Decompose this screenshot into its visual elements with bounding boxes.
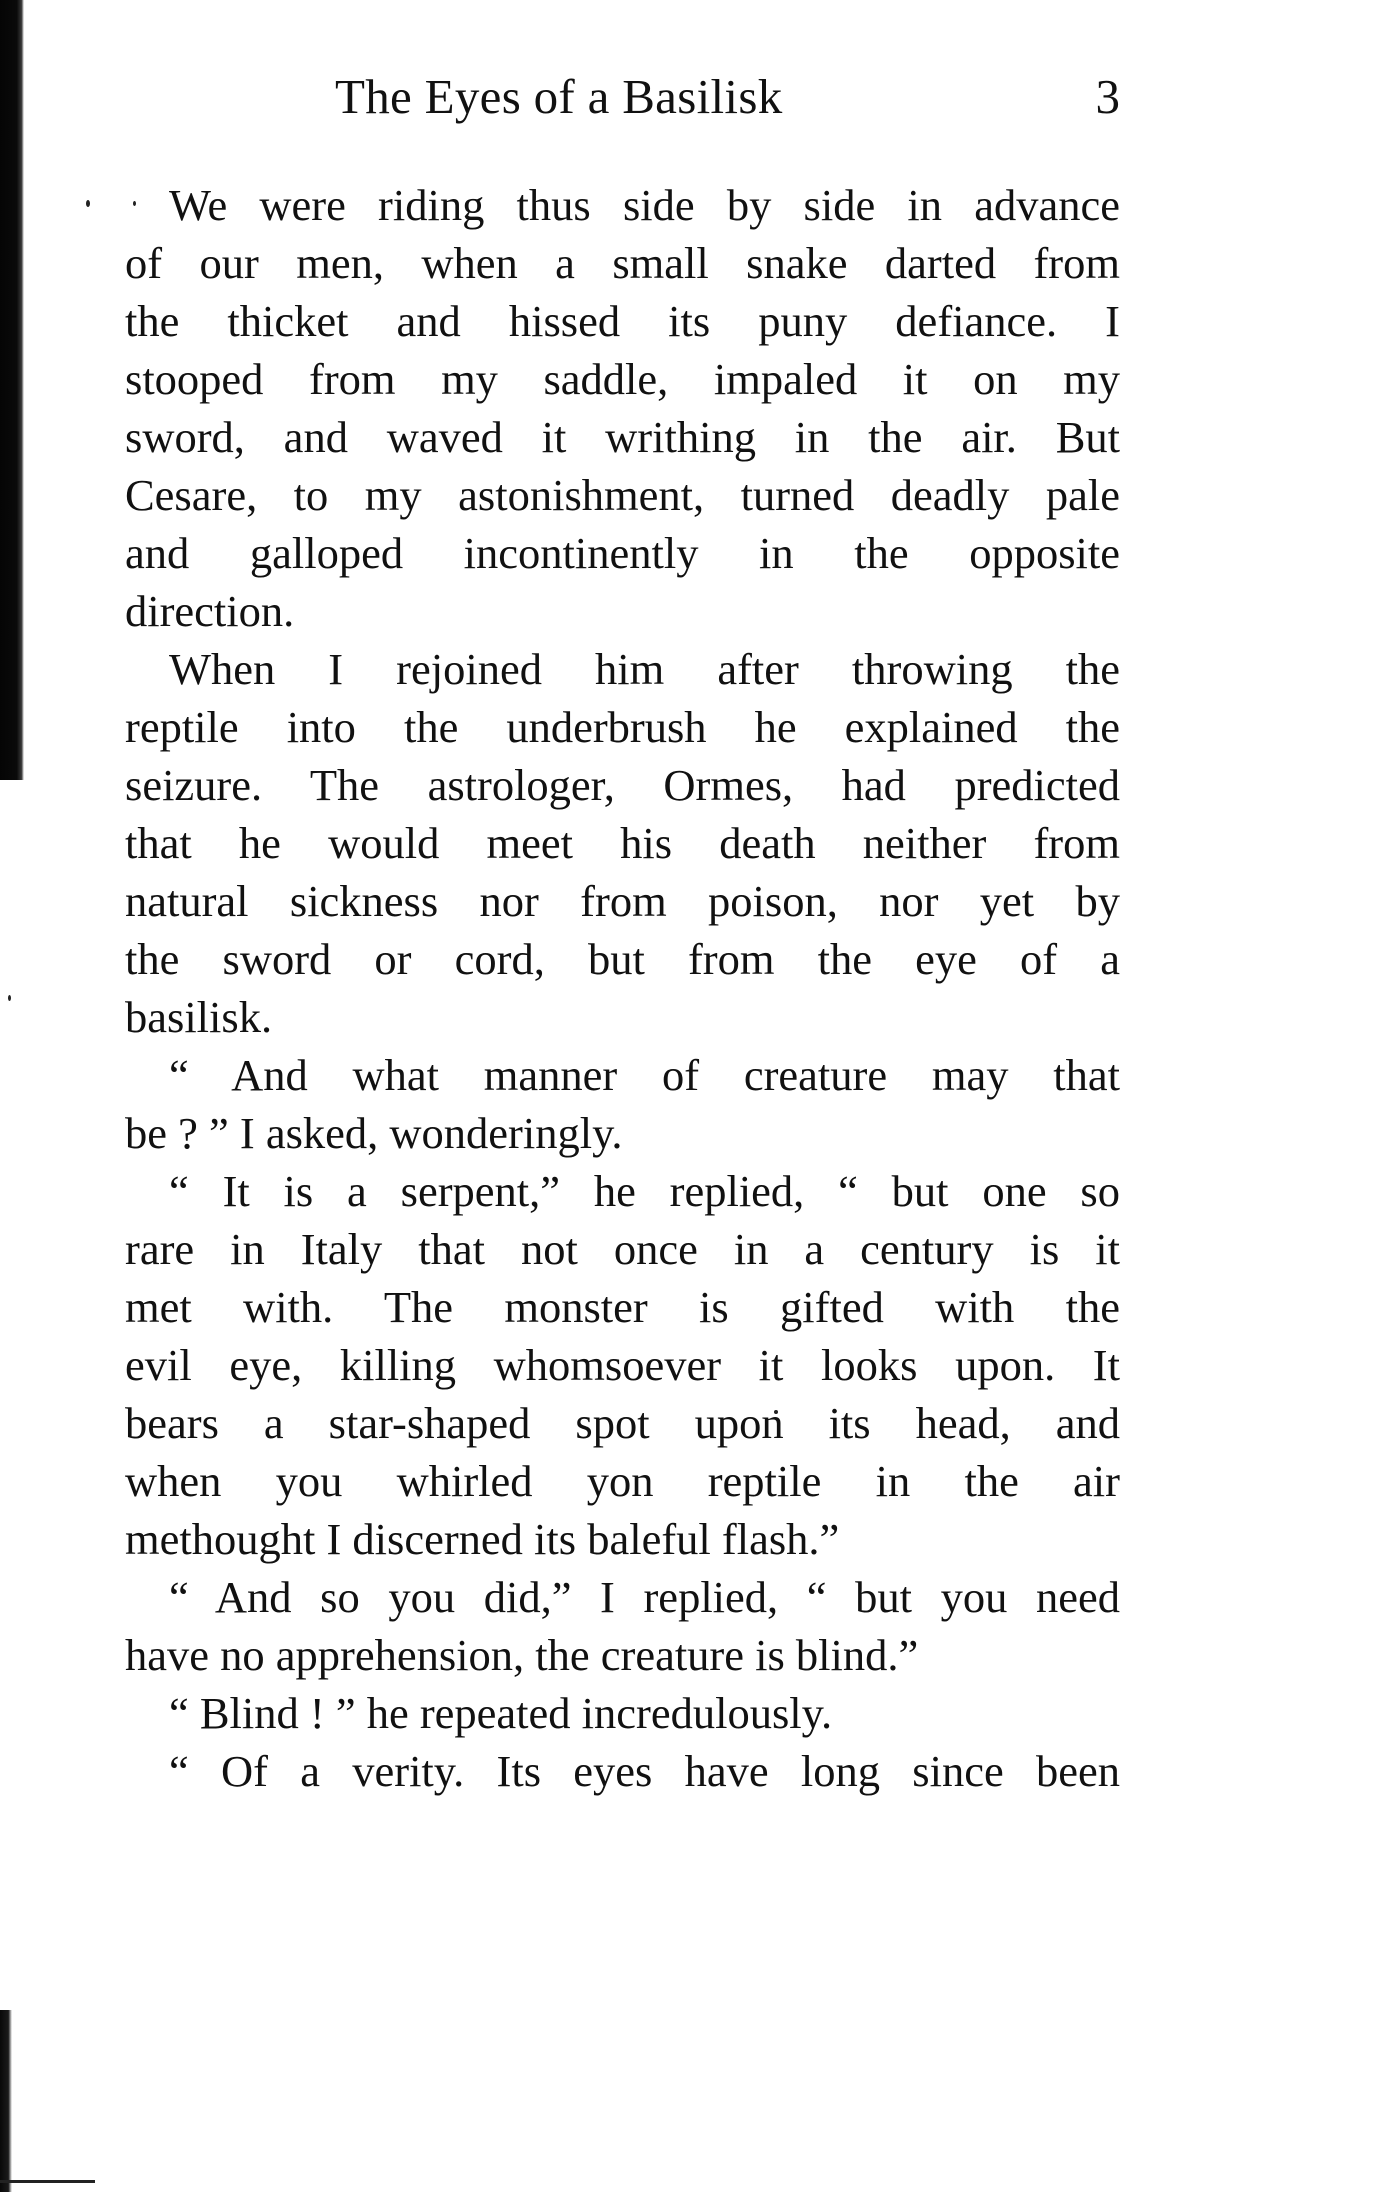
text-line: “ Of a verity. Its eyes have long since been (169, 1746, 1120, 1796)
running-title: The Eyes of a Basilisk (335, 69, 783, 124)
text-line: rare in Italy that not once in a century is it (125, 1224, 1120, 1274)
text-line: reptile into the underbrush he explained the (125, 702, 1120, 752)
text-line: “ And so you did,” I replied, “ but you need (169, 1572, 1120, 1622)
text-line: be ? ” I asked, wonderingly. (125, 1108, 623, 1158)
text-line: have no apprehension, the creature is blind.” (125, 1630, 919, 1680)
text-line: bears a star-shaped spot upon its head, and (125, 1398, 1120, 1448)
text-line: stooped from my saddle, impaled it on my (125, 354, 1120, 404)
text-line: direction. (125, 586, 295, 636)
ink-speck (8, 995, 11, 1001)
text-line: when you whirled yon reptile in the air (125, 1456, 1120, 1506)
text-line: the sword or cord, but from the eye of a (125, 934, 1120, 984)
binding-edge-shadow (0, 0, 24, 780)
text-line: “ Blind ! ” he repeated incredulously. (169, 1688, 833, 1738)
text-line: and galloped incontinently in the opposite (125, 528, 1120, 578)
text-line: Cesare, to my astonishment, turned deadly pale (125, 470, 1120, 520)
text-line: that he would meet his death neither from (125, 818, 1120, 868)
text-line: basilisk. (125, 992, 273, 1042)
paragraph (125, 1046, 1120, 1162)
scan-edge-line (0, 2180, 95, 2183)
text-line: natural sickness nor from poison, nor yet by (125, 876, 1120, 926)
paragraph (125, 176, 1120, 640)
text-line: We were riding thus side by side in advance (169, 180, 1120, 230)
text-line: “ And what manner of creature may that (169, 1050, 1120, 1100)
running-head (125, 66, 1120, 128)
paragraph (125, 1684, 1120, 1742)
text-line: met with. The monster is gifted with the (125, 1282, 1120, 1332)
text-line: methought I discerned its baleful flash.” (125, 1514, 840, 1564)
ink-speck (86, 200, 90, 207)
paragraph (125, 1568, 1120, 1684)
body-text (125, 176, 1120, 1800)
text-line: sword, and waved it writhing in the air. But (125, 412, 1120, 462)
paragraph (125, 640, 1120, 1046)
text-line: evil eye, killing whomsoever it looks upon. It (125, 1340, 1120, 1390)
binding-edge-shadow-lower (0, 2010, 12, 2192)
paragraph (125, 1162, 1120, 1568)
text-line: the thicket and hissed its puny defiance. I (125, 296, 1120, 346)
page-number: 3 (1095, 69, 1120, 124)
text-line: “ It is a serpent,” he replied, “ but one so (169, 1166, 1120, 1216)
text-line: When I rejoined him after throwing the (169, 644, 1120, 694)
text-line: seizure. The astrologer, Ormes, had predicted (125, 760, 1120, 810)
text-line: of our men, when a small snake darted from (125, 238, 1120, 288)
paragraph (125, 1742, 1120, 1800)
